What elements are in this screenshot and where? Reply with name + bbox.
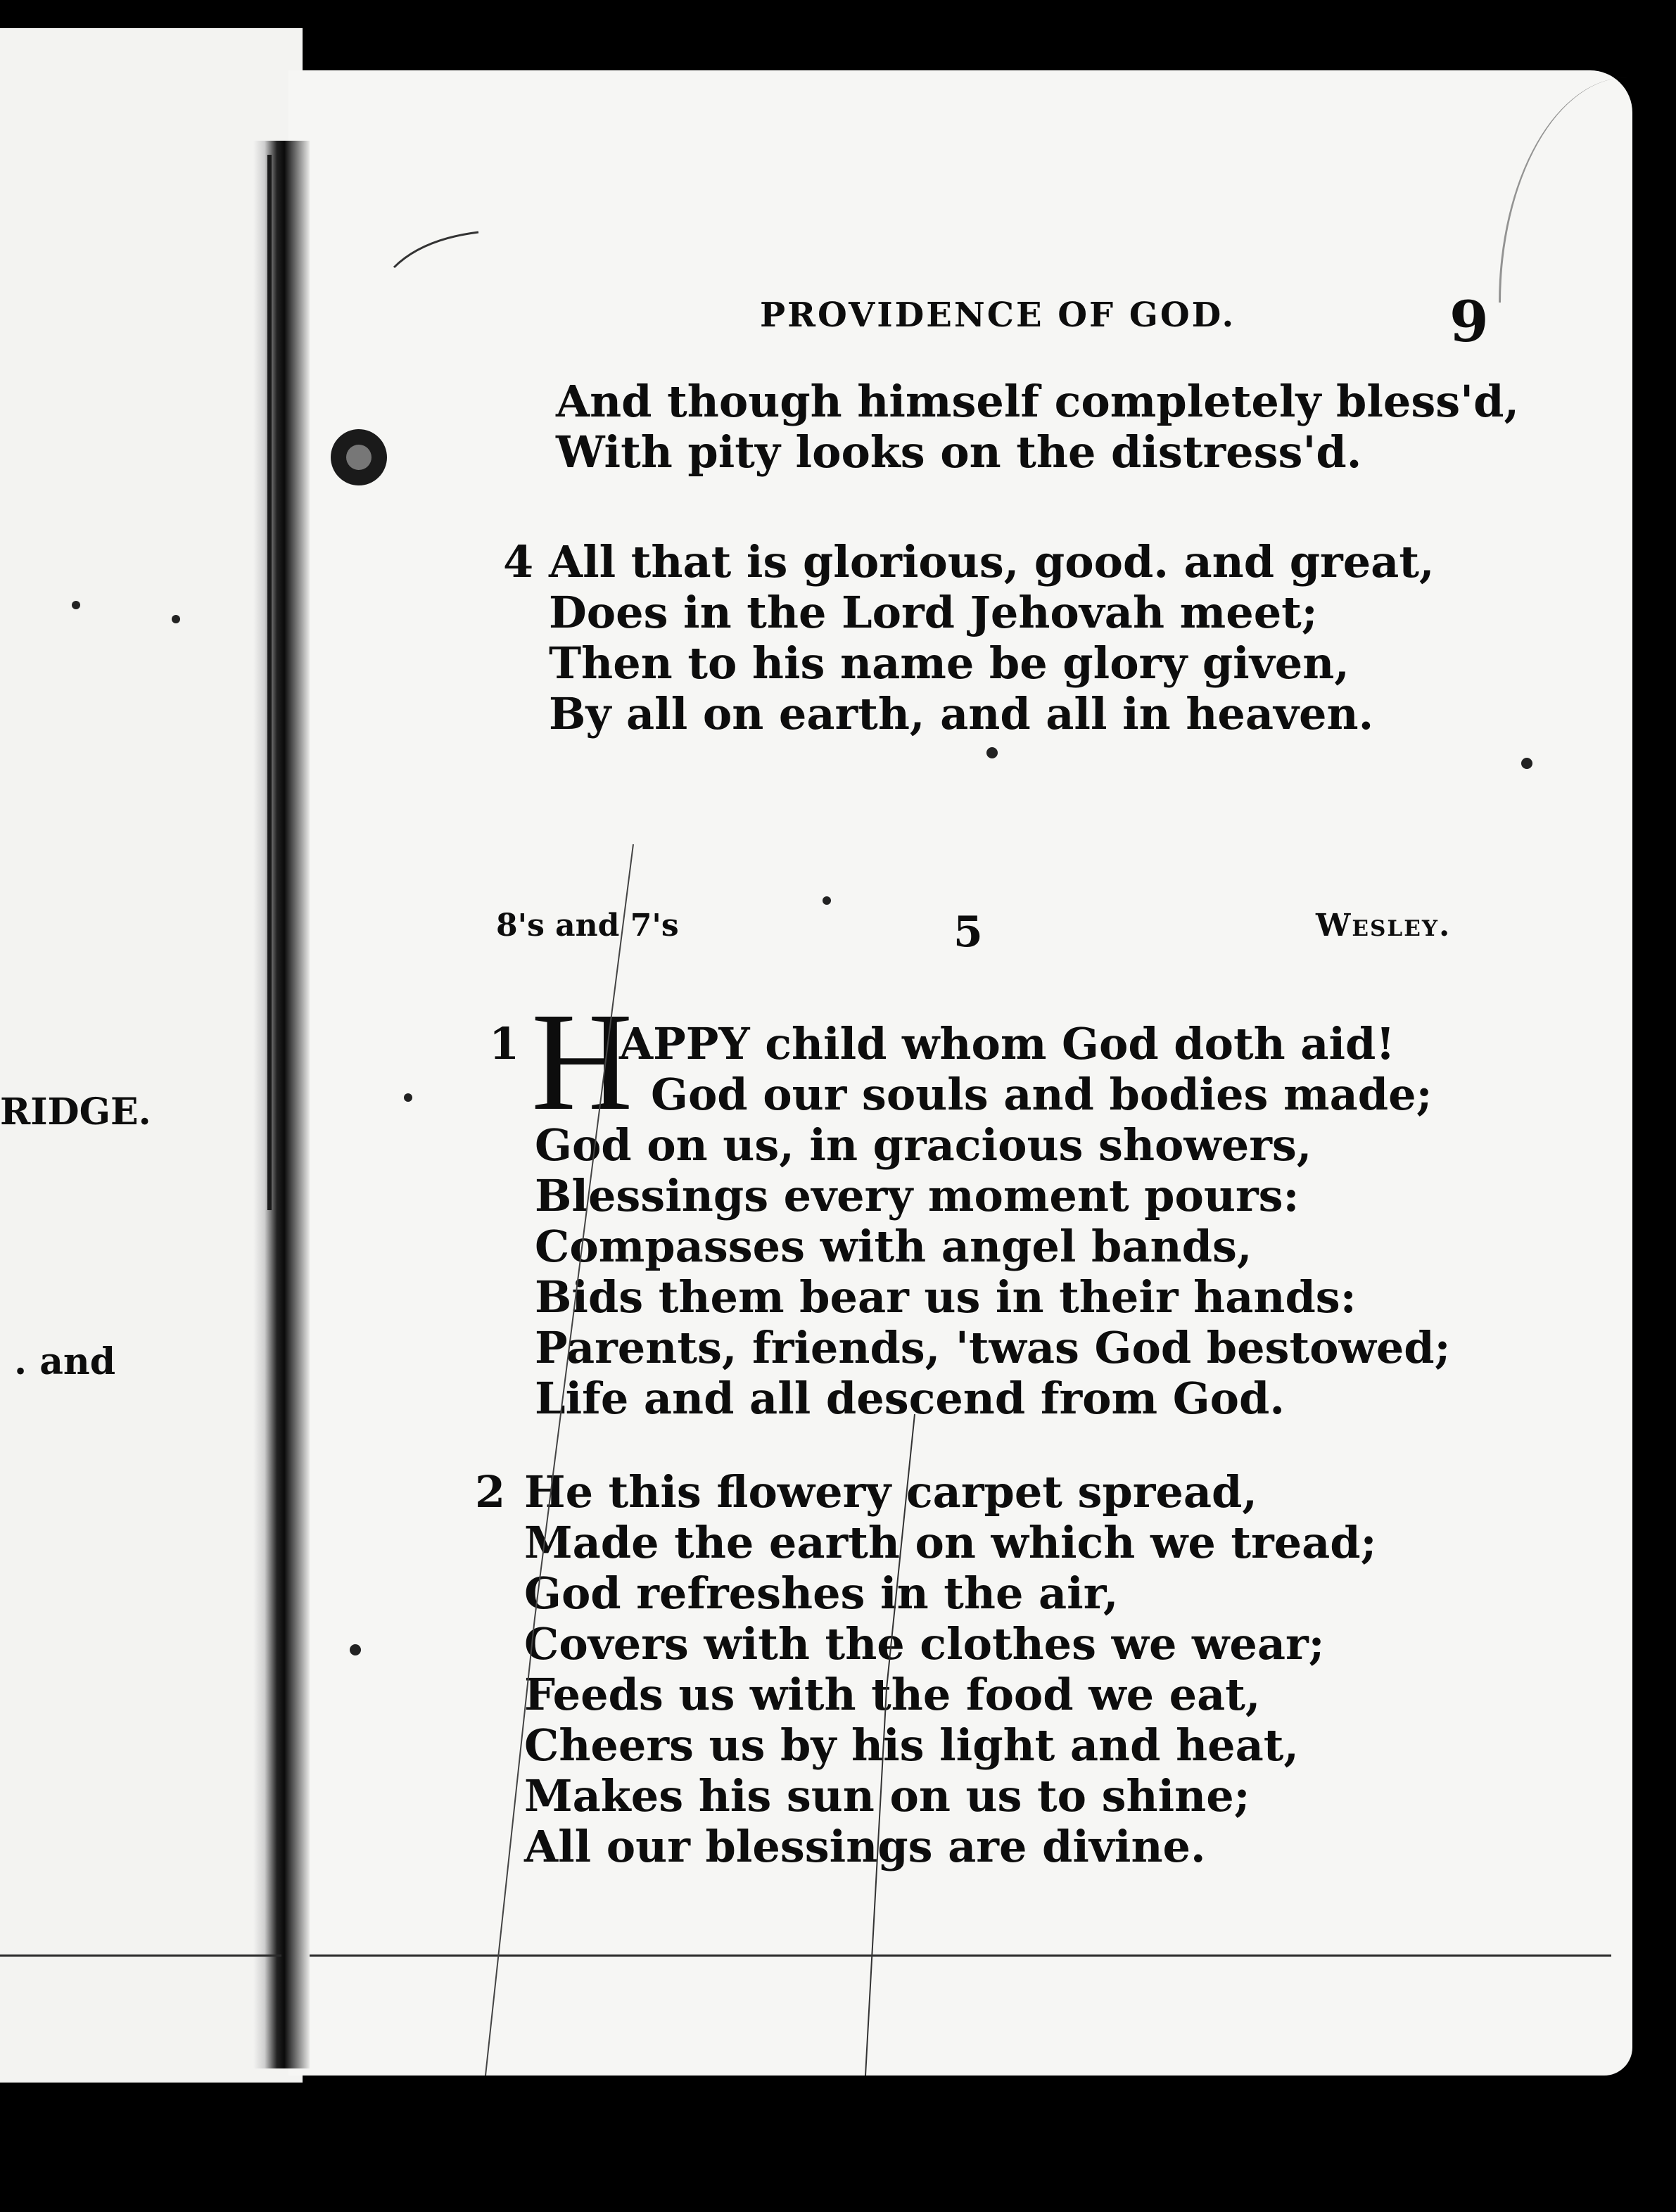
verse-line: Then to his name be glory given, <box>549 637 1350 689</box>
verse-line: God on us, in gracious showers, <box>535 1119 1312 1171</box>
speck <box>986 747 998 758</box>
verse-line: God refreshes in the air, <box>524 1568 1119 1619</box>
verse-line: Blessings every moment pours: <box>535 1170 1300 1221</box>
verse-line: APPY child whom God doth aid! <box>619 1018 1395 1069</box>
speck <box>404 1093 412 1102</box>
verse-line: Made the earth on which we tread; <box>524 1517 1377 1568</box>
left-page-fragment-2: . and <box>14 1340 116 1383</box>
verse-line: God our souls and bodies made; <box>651 1069 1433 1120</box>
scratch <box>394 232 478 267</box>
verse-line: All our blessings are divine. <box>524 1821 1206 1872</box>
left-page-fragment-1: RIDGE. <box>0 1091 151 1133</box>
verse-line: He this flowery carpet spread, <box>524 1466 1257 1518</box>
verse-line: Feeds us with the food we eat, <box>524 1669 1261 1720</box>
verse-line: Makes his sun on us to shine; <box>524 1770 1250 1822</box>
verse-line: All that is glorious, good. and great, <box>549 536 1435 587</box>
verse-line: Covers with the clothes we wear; <box>524 1618 1325 1670</box>
stanza-number: 2 <box>475 1466 506 1518</box>
ink-blot-center <box>346 445 372 470</box>
verse-line: Bids them bear us in their hands: <box>535 1271 1357 1323</box>
verse-line: Life and all descend from God. <box>535 1373 1285 1424</box>
hymn-meter: 8's and 7's <box>496 908 679 943</box>
verse-line: Parents, friends, 'twas God bestowed; <box>535 1322 1451 1373</box>
speck <box>823 896 831 905</box>
verse-line: And though himself completely bless'd, <box>556 376 1520 427</box>
speck <box>172 615 180 623</box>
verse-line: With pity looks on the distress'd. <box>556 426 1362 478</box>
verse-line: Cheers us by his light and heat, <box>524 1720 1299 1771</box>
stanza-number: 1 <box>489 1018 520 1069</box>
scratch <box>485 844 633 2076</box>
speck <box>72 601 80 609</box>
page-number: 9 <box>1449 288 1489 355</box>
drop-cap: H <box>531 984 633 1140</box>
verse-line: By all on earth, and all in heaven. <box>549 688 1374 739</box>
speck <box>1521 758 1532 769</box>
speck <box>350 1644 361 1655</box>
running-head: PROVIDENCE OF GOD. <box>760 295 1236 335</box>
verse-line: Compasses with angel bands, <box>535 1221 1252 1272</box>
hymn-author: Wesley. <box>1316 908 1452 943</box>
hymn-number: 5 <box>953 908 983 957</box>
scratch <box>865 1414 915 2076</box>
verse-line: Does in the Lord Jehovah meet; <box>549 587 1318 638</box>
stanza-number: 4 <box>503 536 534 587</box>
